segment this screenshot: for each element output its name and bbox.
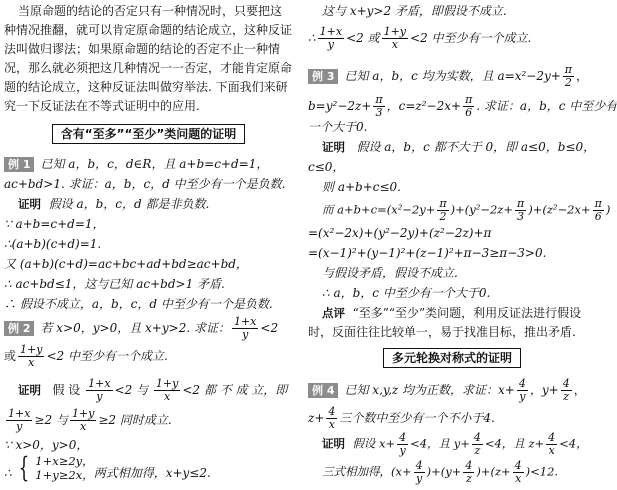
fraction: $\frac{1+x}{y}$	[233, 315, 257, 341]
proof-text: ∴ a，b，c 中至少有一个大于0.	[322, 286, 491, 300]
fraction: $\frac{\pi}{2}$	[564, 63, 573, 89]
note-line	[322, 304, 581, 322]
proof-line: 证明 假设 x+ $\frac{4}{y}$ <4，且 y+ $\frac{4}{z}$ <4，且 z+ $\frac{4}{x}$ <4，	[322, 431, 588, 457]
fraction: $\frac{\pi}{6}$	[594, 197, 602, 223]
section-heading-1	[4, 124, 293, 144]
brace-system: { 1+x≥2y， 1+y≥2x，	[19, 451, 94, 484]
note-text: 时，反面往往比较单一，易于找准目标，推出矛盾.	[308, 325, 576, 339]
section-heading-2	[308, 348, 596, 368]
proof-line	[4, 408, 172, 433]
proof-text: 假设 a，b，c 都不大于 0，即 a≤0，b≤0，	[356, 140, 596, 154]
example-4-line: z+ $\frac{4}{x}$ 三个数中至少有一个不小于4.	[308, 405, 495, 431]
fraction: $\frac{4}{z}$	[562, 377, 570, 403]
example-2-line	[4, 316, 278, 341]
example-text: 一个大于0.	[308, 120, 368, 134]
proof-text: 假设 a，b，c，d 都是非负数.	[48, 197, 210, 211]
proof-text: 这与 x+y>2 矛盾，即假设不成立.	[322, 4, 507, 18]
fraction: $\frac{4}{x}$	[328, 405, 336, 431]
example-1-line	[4, 155, 268, 173]
proof-text: 与假设矛盾，假设不成立.	[322, 266, 458, 280]
proof-text: 假 设	[52, 383, 81, 397]
proof-text: 则 a+b+c≤0.	[322, 180, 401, 194]
example-2-line	[4, 344, 168, 369]
example-text: 或	[4, 349, 17, 363]
proof-line: ∴ $\frac{1+x}{y}$ <2 或 $\frac{1+y}{x}$ <2 中至少有一个成立.	[308, 25, 532, 51]
proof-text: =(x²−2x)+(y²−2y)+(z²−2z)+π	[308, 226, 492, 240]
proof-line: 而 a+b+c=(x²−2y+ $\frac{\pi}{2}$ )+(y²−2z+ $\frac{\pi}{3}$ )+(z²−2x+ $\frac{\pi}{6}$ )	[322, 197, 611, 223]
example-text: 若 x>0，y>0，且 x+y>2. 求证：	[40, 321, 230, 335]
fraction: $\frac{1+y}{x}$	[383, 25, 407, 51]
proof-text: <2 都 不 成 立，即	[182, 383, 288, 397]
intro-line: 况，那么就必须把这几种情况一一否定，才能肯定原命	[4, 61, 293, 75]
proof-label: 证明	[322, 436, 345, 451]
proof-text: 两式相加得，x+y≤2.	[93, 466, 211, 480]
proof-label: 证明	[322, 140, 345, 154]
fraction: $\frac{1+x}{y}$	[319, 25, 343, 51]
fraction: $\frac{\pi}{3}$	[517, 197, 525, 223]
fraction: $\frac{4}{y}$	[415, 459, 423, 485]
example-text: <2 中至少有一个成立.	[46, 349, 168, 363]
example-3-line: 例 3 已知 a，b，c 均为实数，且 a=x²−2y+ $\frac{\pi}{2}$ ，	[308, 64, 588, 89]
proof-label: 证明	[18, 383, 41, 397]
proof-line: ∴ { 1+x≥2y， 1+y≥2x， 两式相加得，x+y≤2.	[4, 451, 211, 484]
fraction: $\frac{4}{y}$	[399, 431, 407, 457]
proof-label: 证明	[18, 197, 41, 211]
proof-text: ∵ a+b=c+d=1，	[4, 217, 105, 231]
fraction: $\frac{4}{z}$	[465, 459, 473, 485]
intro-line: 究一下反证法在不等式证明中的应用.	[4, 99, 200, 113]
proof-text: ≥2 同时成立.	[98, 413, 172, 427]
proof-line	[18, 378, 287, 403]
proof-text: ∴(a+b)(c+d)=1.	[4, 237, 102, 251]
fraction: $\frac{\pi}{3}$	[375, 93, 383, 119]
fraction: $\frac{4}{x}$	[548, 431, 556, 457]
example-tag: 例 4	[308, 383, 338, 398]
example-4-line: 例 4 已知 x,y,z 均为正数，求证：x+ $\frac{4}{y}$ ，y+ $\frac{4}{z}$ ，	[308, 378, 586, 403]
example-tag: 例 1	[4, 157, 34, 172]
example-tag: 例 3	[308, 69, 338, 84]
section-heading-text: 多元轮换对称式的证明	[383, 348, 521, 368]
example-text: 已知 a，b，c 均为实数，且 a=x²−2y+	[344, 69, 561, 83]
fraction: $\frac{1+y}{x}$	[155, 377, 179, 403]
section-heading-text: 含有“至多”“至少”类问题的证明	[52, 124, 246, 144]
fraction: $\frac{\pi}{2}$	[439, 197, 447, 223]
fraction: $\frac{4}{z}$	[473, 431, 481, 457]
example-text: <2	[260, 321, 279, 335]
proof-line	[18, 195, 209, 213]
example-3-line: b=y²−2z+ $\frac{\pi}{3}$ ，c=z²−2x+ $\frac{\pi}{6}$ . 求证：a，b，c 中至少有	[308, 93, 617, 119]
proof-text: =(x−1)²+(y−1)²+(z−1)²+π−3≥π−3>0.	[308, 246, 547, 260]
fraction: $\frac{1+y}{x}$	[20, 343, 43, 369]
proof-line: 三式相加得，(x+ $\frac{4}{y}$ )+(y+ $\frac{4}{z}$ )+(z+ $\frac{4}{x}$ )<12.	[322, 459, 559, 485]
example-text: ac+bd>1. 求证：a，b，c，d 中至少有一个是负数.	[4, 177, 286, 191]
proof-text: c≤0，	[308, 160, 345, 174]
fraction: $\frac{1+x}{y}$	[88, 377, 111, 403]
proof-text: ∴ ac+bd≤1，这与已知 ac+bd>1 矛盾.	[4, 277, 225, 291]
intro-line: 题的结论成立，这种反证法叫做穷举法. 下面我们来研	[4, 80, 288, 94]
example-text: 已知 a，b，c，d∈R，且 a+b=c+d=1，	[40, 157, 269, 171]
fraction: $\frac{1+y}{x}$	[71, 407, 95, 433]
proof-text: <2 与	[114, 383, 149, 397]
example-tag: 例 2	[4, 321, 34, 336]
intro-line: 当原命题的结论的否定只有一种情况时，只要把这	[18, 4, 283, 18]
proof-text: 又 (a+b)(c+d)=ac+bc+ad+bd≥ac+bd，	[4, 257, 248, 271]
proof-line	[322, 138, 595, 156]
intro-line: 法叫做归谬法；如果原命题的结论的否定不止一种情	[4, 42, 281, 56]
note-text: “至多”“至少”类问题，利用反证法进行假设	[352, 306, 582, 320]
fraction: $\frac{1+x}{y}$	[8, 407, 31, 433]
proof-text: ≥2 与	[34, 413, 68, 427]
intro-line: 种情况推翻，就可以肯定原命题的结论成立，这种反证	[4, 23, 293, 37]
fraction: $\frac{4}{y}$	[518, 377, 526, 403]
fraction: $\frac{4}{x}$	[514, 459, 522, 485]
proof-text: ∴ 假设不成立，a，b，c，d 中至少有一个是负数.	[4, 297, 273, 311]
note-label: 点评	[322, 306, 345, 320]
fraction: $\frac{\pi}{6}$	[465, 93, 473, 119]
proof-text: ∵ x>0，y>0，	[4, 438, 89, 452]
